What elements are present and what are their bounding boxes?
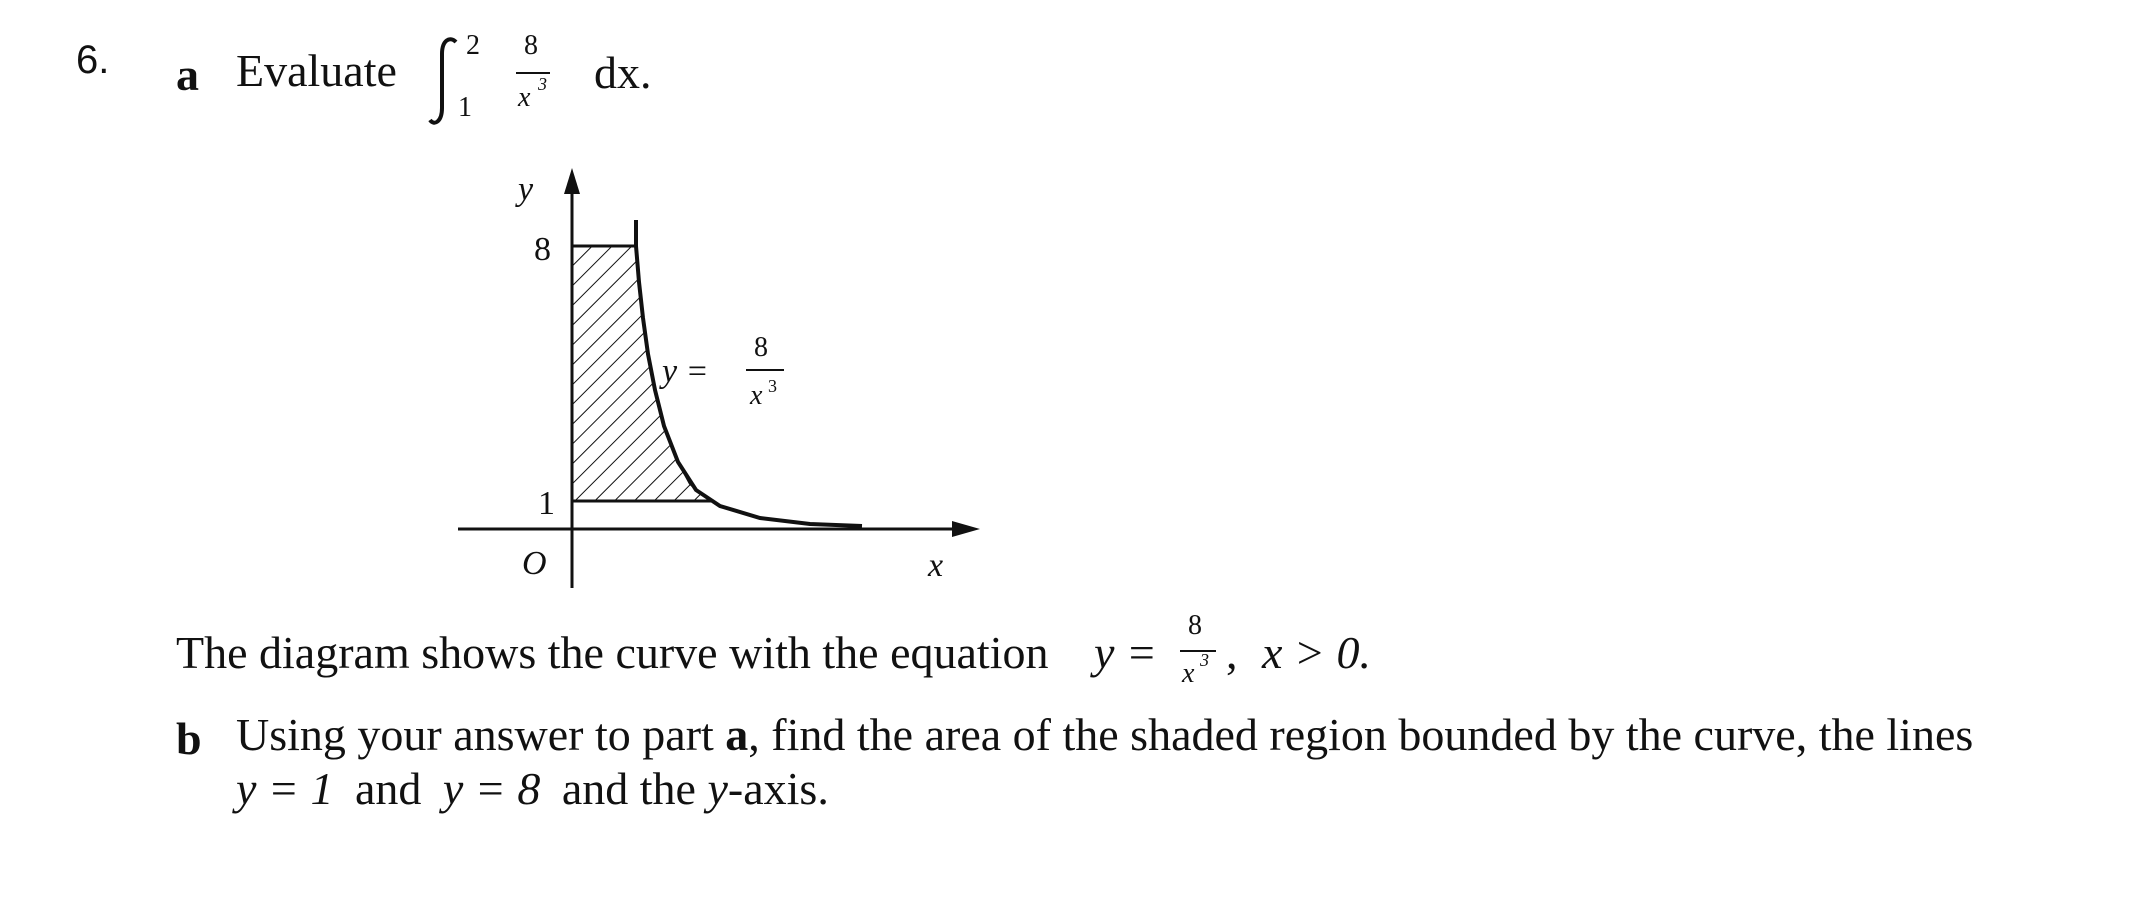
statement-eq-suffix: ,: [1226, 627, 1238, 678]
integrand-denominator-power: 3: [538, 74, 547, 94]
y-axis-label: y: [518, 171, 534, 208]
y-axis-arrow-icon: [564, 168, 580, 194]
statement-eq-denominator-power: 3: [1200, 650, 1209, 670]
curve-label-numerator: 8: [754, 332, 768, 363]
curve-diagram: [440, 160, 1000, 600]
part-b-line-2: [236, 762, 829, 815]
part-a-verb: Evaluate: [236, 45, 397, 96]
integral-differential: dx.: [594, 47, 652, 98]
part-a-letter: a: [176, 49, 199, 100]
part-b-eq-y-1: y = 1: [236, 763, 334, 814]
curve-label-denominator-power: 3: [768, 376, 777, 396]
x-axis-label: x: [928, 547, 944, 584]
statement-eq-fraction-bar: [1180, 650, 1216, 652]
part-b-line-1-prefix: Using your answer to part: [236, 709, 714, 760]
integrand-numerator: 8: [524, 30, 538, 61]
part-b-and-1: and: [354, 763, 422, 814]
statement-eq-prefix: y =: [1094, 627, 1157, 678]
statement-eq-numerator: 8: [1188, 610, 1202, 641]
part-b-line-1-suffix: , find the area of the shaded region bounded by the curve, the lines: [748, 709, 1974, 760]
part-b-ref-part-a: a: [725, 709, 749, 760]
y-tick-1: 1: [538, 485, 555, 522]
y-tick-8: 8: [534, 231, 551, 268]
part-b-eq-y-8: y = 8: [442, 763, 541, 814]
curve-label-denominator-base: x: [750, 380, 763, 411]
part-b-and-2: and the: [561, 763, 696, 814]
part-b-line-1: [236, 708, 1973, 761]
question-number: 6.: [76, 38, 110, 82]
statement-text: The diagram shows the curve with the equation: [176, 627, 1049, 678]
curve-label-prefix: y =: [662, 353, 709, 390]
part-b-letter: b: [176, 713, 202, 764]
x-axis-arrow-icon: [952, 521, 980, 537]
statement-condition: x > 0.: [1262, 627, 1371, 678]
integral-lower-limit: 1: [458, 92, 472, 123]
part-b-axis-suffix: -axis.: [727, 763, 829, 814]
origin-label: O: [522, 545, 547, 582]
part-b-axis-var: y: [707, 763, 728, 814]
statement-eq-denominator-base: x: [1182, 658, 1195, 689]
integrand-denominator-base: x: [518, 82, 531, 113]
integral-upper-limit: 2: [466, 30, 480, 61]
